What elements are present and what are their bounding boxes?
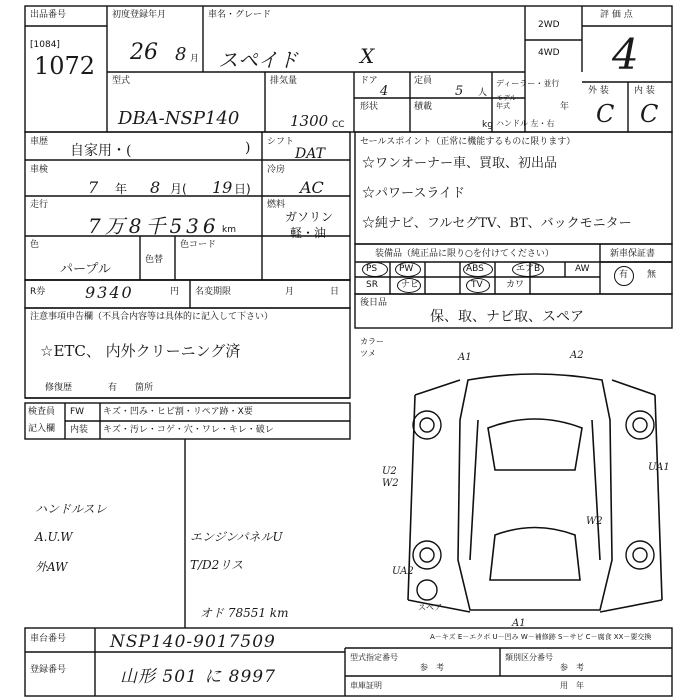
remark-3: 外AW — [35, 560, 68, 574]
rear-items-label: 後日品 — [360, 298, 388, 308]
rating-value: 4 — [612, 30, 639, 79]
mark-u2: U2 — [382, 466, 397, 477]
capacity-value: 5 — [455, 84, 464, 99]
recycle-value: 9340 — [85, 283, 134, 302]
inspector-row1: キズ・凹み・ヒビ割・リペア跡・X要 — [103, 407, 253, 417]
capacity-unit: 人 — [478, 88, 488, 98]
notes-label: 注意事項申告欄（不具合内容等は具体的に記入して下さい） — [30, 312, 274, 322]
car-name-label: 車名・グレード — [208, 10, 272, 20]
history-value: 自家用・( — [70, 143, 132, 159]
shift-label: シフト — [267, 137, 295, 147]
selling-point-1: ☆ワンオーナー車、買取、初出品 — [362, 156, 558, 171]
first-reg-label: 初度登録年月 — [112, 10, 167, 20]
remark-2: A.U.W — [35, 530, 73, 544]
drive-2wd: 2WD — [538, 20, 560, 30]
repair-place: 箇所 — [135, 383, 154, 393]
drive-4wd: 4WD — [538, 48, 560, 58]
shape-label: 形状 — [360, 102, 379, 112]
lot-number: 1072 — [34, 52, 96, 80]
grade: X — [360, 44, 375, 68]
selling-point-2: ☆パワースライド — [362, 186, 465, 201]
first-reg-month-unit: 月 — [190, 54, 200, 64]
inspection-year-unit: 年 — [115, 182, 128, 196]
fuel-diesel: 軽・油 — [290, 226, 327, 240]
remark-right-1: エンジンパネルU — [190, 530, 283, 544]
displacement-label: 排気量 — [270, 76, 298, 86]
plate-value: 山形 501 に 8997 — [120, 667, 276, 687]
ac-value: AC — [300, 178, 324, 197]
mark-w2-left: W2 — [382, 478, 399, 489]
inspector-label-2: 記入欄 — [28, 424, 56, 434]
inspection-day-unit: 日) — [234, 182, 251, 196]
chassis-value: NSP140-9017509 — [110, 632, 276, 652]
repair-value: 有 — [108, 383, 118, 393]
inspector-row2-prefix: 内装 — [70, 425, 89, 435]
color-change-label: 色替 — [145, 255, 164, 265]
mark-a1-bottom: A1 — [512, 618, 526, 629]
inspection-year: 7 — [88, 178, 99, 197]
chassis-label: 車台番号 — [30, 634, 67, 644]
recycle-unit: 円 — [170, 287, 180, 297]
recycle-label: R券 — [30, 287, 46, 297]
color-label: 色 — [30, 240, 40, 250]
fuel-label: 燃料 — [267, 200, 286, 210]
mileage-unit: km — [222, 225, 236, 235]
car-name: スペイド — [218, 48, 298, 72]
mileage-label: 走行 — [30, 200, 49, 210]
equip-ps: PS — [366, 264, 378, 274]
first-reg-month: 8 — [175, 44, 187, 65]
interior-grade: C — [640, 100, 659, 128]
year-unit: 年 — [560, 102, 570, 112]
spare-label: スペア — [418, 603, 442, 612]
exterior-label: 外 装 — [588, 86, 609, 96]
color-value: パープル — [60, 262, 111, 277]
title-change-month-unit: 月 — [285, 287, 295, 297]
inspector-label-1: 検査員 — [28, 407, 56, 417]
mark-a1-top: A1 — [458, 352, 472, 363]
selling-point-3: ☆純ナビ、フルセグTV、BT、バックモニター — [362, 216, 632, 231]
remark-right-2: T/D2リス — [190, 558, 244, 572]
warranty-yes: 有 — [619, 270, 629, 280]
mark-ua2: UA2 — [392, 566, 414, 577]
equip-tv: TV — [471, 280, 483, 290]
equip-abs: ABS — [466, 264, 484, 274]
diagram-color-top: カラー — [360, 337, 384, 346]
title-change-day-unit: 日 — [330, 287, 340, 297]
displacement-unit: CC — [332, 120, 345, 130]
inspection-day: 19 — [212, 178, 233, 197]
damage-legend: A－キズ E－エクボ U－凹み W－補修跡 S－サビ C－腐食 XX－要交換 — [430, 633, 652, 641]
load-label: 積載 — [414, 102, 433, 112]
inspector-row1-prefix: FW — [70, 407, 85, 417]
odometer: オド 78551 km — [200, 606, 289, 620]
lot-code: [1084] — [30, 40, 60, 50]
mileage-value: 7万8千536 — [88, 214, 220, 238]
rating-label: 評 価 点 — [600, 10, 633, 20]
shift-value: DAT — [295, 146, 325, 162]
mark-a2: A2 — [570, 350, 584, 361]
equip-aw: AW — [575, 264, 590, 274]
lot-number-label: 出品番号 — [30, 10, 67, 20]
class-ref: 参 考 — [560, 663, 584, 672]
fuel-gasoline: ガソリン — [285, 210, 334, 224]
title-change-label: 名変期限 — [195, 287, 232, 297]
special-ref: 参 考 — [420, 663, 444, 672]
mark-ua1: UA1 — [648, 462, 670, 473]
inspection-label: 車検 — [30, 165, 49, 175]
new-warranty-label: 新車保証書 — [610, 249, 656, 259]
history-close: ) — [245, 140, 251, 156]
first-reg-year: 26 — [130, 40, 158, 65]
handle-label: ハンドル 左・右 — [496, 119, 555, 128]
warranty-no: 無 — [647, 270, 657, 280]
model-value: DBA-NSP140 — [118, 108, 240, 129]
dealer-label: ディーラー・並行 — [496, 79, 560, 88]
doors-label: ドア — [360, 76, 378, 86]
equip-navi: ナビ — [401, 280, 420, 290]
plate-label: 登録番号 — [30, 665, 67, 675]
equipment-label: 装備品（純正品に限り○を付けてください） — [375, 249, 554, 259]
car-diagram — [408, 374, 662, 612]
cert-unit: 用 年 — [560, 681, 584, 690]
rear-items-value: 保、取、ナビ取、スペア — [430, 309, 584, 325]
equip-pw: PW — [399, 264, 414, 274]
color-code-label: 色コード — [180, 240, 217, 250]
remark-1: ハンドルスレ — [35, 502, 107, 516]
inspection-month: 8 — [150, 178, 161, 197]
model-label: 型式 — [112, 76, 131, 86]
capacity-label: 定員 — [414, 76, 433, 86]
diagram-color-sub: ツメ — [360, 349, 376, 358]
selling-points-label: セールスポイント（正常に機能するものに限ります） — [360, 137, 576, 147]
ac-label: 冷房 — [267, 165, 286, 175]
class-label: 類別区分番号 — [505, 653, 553, 662]
history-label: 車歴 — [30, 137, 49, 147]
cert-label: 車庫証明 — [350, 681, 382, 690]
equip-sr: SR — [366, 280, 378, 290]
inspection-month-unit: 月( — [170, 182, 187, 196]
mark-w2-right: W2 — [586, 516, 603, 527]
repair-label: 修復歴 — [45, 383, 73, 393]
interior-label: 内 装 — [634, 86, 655, 96]
special-label: 型式指定番号 — [350, 653, 398, 662]
doors-value: 4 — [380, 84, 389, 99]
load-unit: kg — [482, 120, 493, 130]
inspector-row2: キズ・汚レ・コゲ・穴・ワレ・キレ・破レ — [103, 425, 274, 435]
exterior-grade: C — [596, 100, 615, 128]
notes-value: ☆ETC、 内外クリーニング済 — [40, 342, 241, 360]
equip-leather: カワ — [506, 280, 525, 290]
equip-airbag: エアB — [516, 264, 541, 274]
displacement-value: 1300 — [290, 112, 329, 130]
model-year-label: モデル 年式 — [496, 94, 517, 110]
